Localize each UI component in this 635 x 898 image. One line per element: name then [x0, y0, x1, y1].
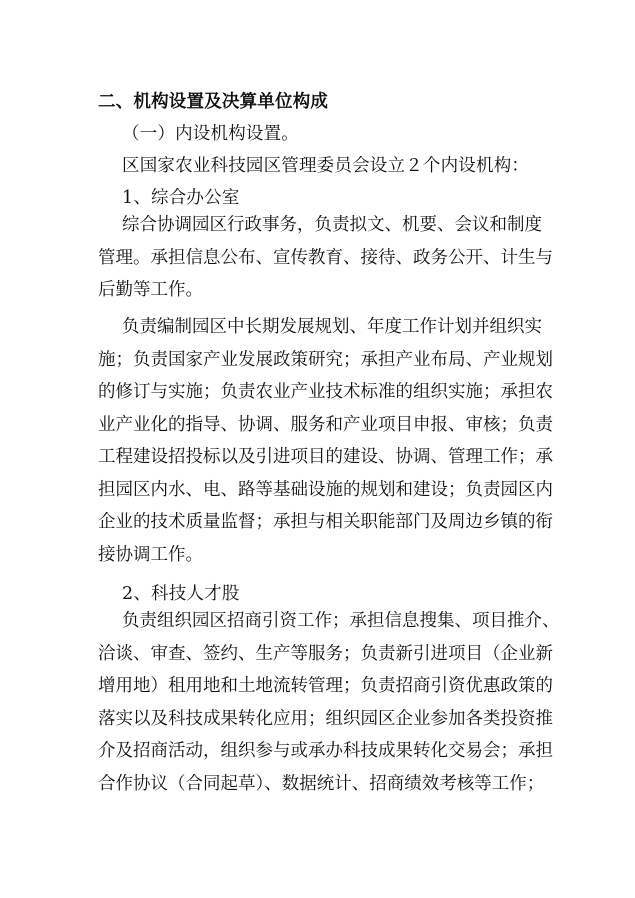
subsection-heading: （一）内设机构设置。: [122, 124, 299, 144]
paragraph-line: 介及招商活动，组织参与或承办科技成果转化交易会；承担: [98, 741, 553, 761]
paragraph-line: 综合协调园区行政事务，负责拟文、机要、会议和制度: [122, 215, 542, 235]
paragraph-line: 落实以及科技成果转化应用；组织园区企业参加各类投资推: [98, 708, 553, 729]
office-paragraph-1: [98, 209, 553, 307]
unit-title-office: 1、综合办公室: [122, 188, 240, 208]
paragraph-line: 企业的技术质量监督；承担与相关职能部门及周边乡镇的衔: [98, 512, 553, 532]
paragraph-line: 接协调工作。: [98, 544, 203, 565]
paragraph-line: 合作协议（合同起草）、数据统计、招商绩效考核等工作；: [98, 773, 545, 794]
paragraph-line: 担园区内水、电、路等基础设施的规划和建设；负责园区内: [98, 479, 553, 500]
paragraph-line: 负责编制园区中长期发展规划、年度工作计划并组织实: [122, 317, 542, 337]
talent-paragraph-1: [98, 605, 560, 800]
paragraph-line: 施；负责国家产业发展政策研究；承担产业布局、产业规划: [98, 349, 553, 370]
paragraph-line: 管理。承担信息公布、宣传教育、接待、政务公开、计生与: [98, 247, 553, 268]
paragraph-line: 工程建设招投标以及引进项目的建设、协调、管理工作；承: [98, 447, 553, 467]
paragraph-line: 负责组织园区招商引资工作；承担信息搜集、项目推介、: [122, 611, 560, 631]
section-heading: 二、机构设置及决算单位构成: [98, 92, 329, 112]
unit-title-talent: 2、科技人才股: [122, 584, 240, 604]
paragraph-line: 的修订与实施；负责农业产业技术标准的组织实施；承担农: [98, 382, 553, 402]
office-paragraph-2: [98, 311, 553, 571]
paragraph-line: 洽谈、审查、签约、生产等服务；负责新引进项目（企业新: [98, 643, 553, 664]
paragraph-line: 增用地）租用地和土地流转管理；负责招商引资优惠政策的: [98, 676, 553, 696]
paragraph-line: 业产业化的指导、协调、服务和产业项目申报、审核；负责: [98, 414, 553, 435]
paragraph-line: 后勤等工作。: [98, 280, 203, 300]
intro-text: 区国家农业科技园区管理委员会设立２个内设机构：: [122, 156, 530, 176]
